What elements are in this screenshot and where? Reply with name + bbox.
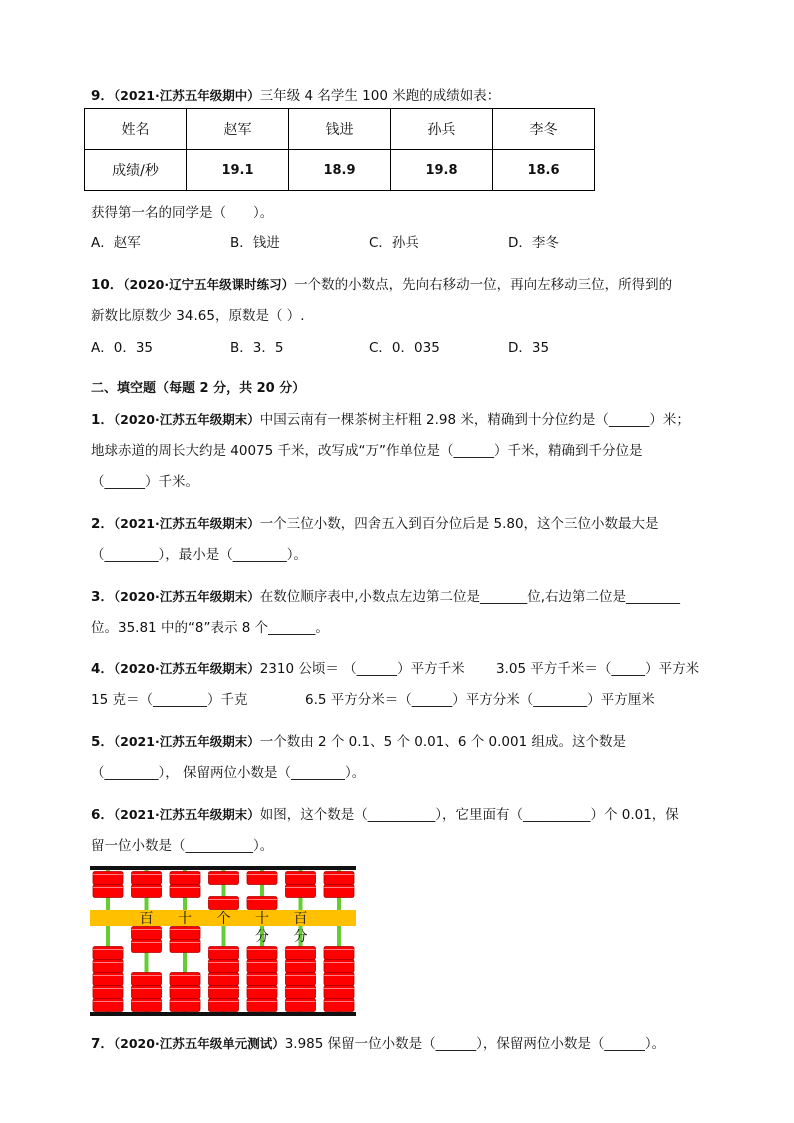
- q9-option-b[interactable]: B．钱进: [230, 235, 280, 251]
- abacus-lower-bead: [209, 947, 239, 960]
- table-row: [85, 150, 595, 191]
- abacus-lower-bead: [170, 999, 200, 1012]
- q10-stem: [91, 273, 672, 293]
- abacus-rod-label: 十: [255, 911, 269, 927]
- f6-stem: [91, 803, 679, 823]
- abacus-lower-bead: [93, 986, 123, 999]
- abacus-upper-bead: [170, 872, 200, 885]
- f2-stem: [91, 512, 659, 532]
- abacus-lower-bead: [132, 927, 162, 940]
- f7-text: 3.985 保留一位小数是（______），保留两位小数是（______）。: [284, 1036, 666, 1052]
- table-cell: 19.1: [187, 150, 289, 191]
- abacus-lower-bead: [93, 960, 123, 973]
- f2-line1: 一个三位小数，四舍五入到百分位后是 5.80，这个三位小数最大是: [259, 516, 659, 532]
- abacus-lower-bead: [170, 927, 200, 940]
- f2-line2: （________），最小是（________）。: [91, 547, 307, 563]
- abacus-upper-bead: [286, 885, 316, 898]
- q10-option-d[interactable]: D．35: [508, 340, 550, 356]
- section-title: 二、填空题（每题 2 分，共 20 分）: [91, 381, 306, 396]
- q9-option-d[interactable]: D．李冬: [508, 235, 559, 251]
- abacus-lower-bead: [247, 986, 277, 999]
- abacus-lower-bead: [132, 999, 162, 1012]
- q9-stem: [91, 84, 500, 104]
- abacus-lower-bead: [209, 999, 239, 1012]
- abacus-upper-bead: [93, 872, 123, 885]
- abacus-rod-label: 分: [293, 929, 308, 945]
- abacus-lower-bead: [324, 960, 354, 973]
- f2-source: （2021·江苏五年级期末）: [113, 516, 260, 531]
- f6-line2: 留一位小数是（__________）。: [91, 838, 274, 854]
- abacus-lower-bead: [324, 986, 354, 999]
- q10-option-b[interactable]: B．3．5: [230, 340, 284, 356]
- abacus-upper-bead: [324, 885, 354, 898]
- f4-line2a: 15 克＝（________）千克: [91, 692, 248, 708]
- abacus-rod-label: 百: [139, 911, 154, 927]
- abacus-lower-bead: [170, 986, 200, 999]
- abacus-top-frame: [90, 866, 356, 870]
- table-header-cell: 赵军: [187, 109, 289, 150]
- abacus-lower-bead: [93, 973, 123, 986]
- f3-line2: 位。35.81 中的“8”表示 8 个_______。: [91, 620, 329, 636]
- abacus-lower-bead: [247, 960, 277, 973]
- abacus-lower-bead: [132, 940, 162, 953]
- q9-number: 9．: [91, 88, 114, 104]
- q9-option-c[interactable]: C．孙兵: [369, 235, 419, 251]
- abacus-lower-bead: [324, 973, 354, 986]
- f3-source: （2020·江苏五年级期末）: [113, 589, 260, 604]
- abacus-lower-bead: [286, 973, 316, 986]
- f5-line2: （________）， 保留两位小数是（________）。: [91, 765, 366, 781]
- abacus-lower-bead: [324, 947, 354, 960]
- abacus-upper-bead: [247, 872, 277, 885]
- abacus-rod-label: 百: [293, 911, 308, 927]
- abacus-upper-bead: [132, 885, 162, 898]
- abacus-lower-bead: [247, 947, 277, 960]
- f1-line1: 中国云南有一棵茶树主杆粗 2.98 米，精确到十分位约是（______）米；: [259, 412, 690, 428]
- table-header-cell: 钱进: [289, 109, 391, 150]
- q9-question: 获得第一名的同学是（ ）。: [91, 205, 274, 221]
- f7-number: 7．: [91, 1036, 114, 1052]
- q10-line2: 新数比原数少 34.65，原数是（ ）.: [91, 308, 305, 324]
- f6-source: （2021·江苏五年级期末）: [113, 807, 260, 822]
- abacus-upper-bead: [132, 872, 162, 885]
- f5-stem: [91, 730, 626, 750]
- q10-source: （2020·辽宁五年级课时练习）: [123, 277, 295, 292]
- abacus-rod-label: 个: [216, 911, 231, 927]
- abacus-lower-bead: [132, 986, 162, 999]
- abacus-upper-bead: [170, 885, 200, 898]
- abacus-lower-bead: [247, 973, 277, 986]
- table-header-cell: 姓名: [85, 109, 187, 150]
- abacus-lower-bead: [170, 973, 200, 986]
- f4-line1b: 3.05 平方千米＝（_____）平方米: [496, 661, 700, 677]
- f1-source: （2020·江苏五年级期末）: [113, 412, 260, 427]
- table-cell: 19.8: [391, 150, 493, 191]
- abacus-lower-bead: [209, 986, 239, 999]
- f5-line1: 一个数由 2 个 0.1、5 个 0.01、6 个 0.001 组成。这个数是: [259, 734, 626, 750]
- abacus-lower-bead: [286, 960, 316, 973]
- abacus-upper-bead: [209, 872, 239, 885]
- q10-option-a[interactable]: A．0．35: [91, 340, 154, 356]
- f5-source: （2021·江苏五年级期末）: [113, 734, 260, 749]
- f4-line1a: 2310 公顷＝ （______）平方千米: [259, 661, 465, 677]
- f3-line1: 在数位顺序表中,小数点左边第二位是_______位,右边第二位是________: [259, 589, 681, 605]
- scores-table: [84, 108, 595, 191]
- abacus-figure: [90, 866, 356, 1016]
- abacus-upper-bead: [286, 872, 316, 885]
- abacus-lower-bead: [324, 999, 354, 1012]
- q9-text: 三年级 4 名学生 100 米跑的成绩如表：: [259, 88, 501, 104]
- abacus-lower-bead: [170, 940, 200, 953]
- f6-line1: 如图，这个数是（__________），它里面有（__________）个 0.01，保: [259, 807, 679, 823]
- f1-line2: 地球赤道的周长大约是 40075 千米，改写成“万”作单位是（______）千米，精确到千分位是: [91, 443, 643, 459]
- abacus-rod-label: 分: [255, 929, 269, 945]
- q10-option-c[interactable]: C．0．035: [369, 340, 440, 356]
- abacus-upper-bead: [247, 897, 277, 910]
- abacus-lower-bead: [247, 999, 277, 1012]
- abacus-lower-bead: [93, 947, 123, 960]
- abacus-upper-bead: [93, 885, 123, 898]
- table-cell: 18.6: [493, 150, 595, 191]
- abacus-bottom-frame: [90, 1012, 356, 1016]
- abacus-lower-bead: [209, 960, 239, 973]
- f1-number: 1．: [91, 412, 114, 428]
- table-cell: 成绩/秒: [85, 150, 187, 191]
- f7-source: （2020·江苏五年级单元测试）: [113, 1036, 285, 1051]
- f2-number: 2．: [91, 516, 114, 532]
- abacus-upper-bead: [209, 897, 239, 910]
- abacus-lower-bead: [286, 947, 316, 960]
- table-row: [85, 109, 595, 150]
- abacus-lower-bead: [132, 973, 162, 986]
- abacus-rod-label: 十: [178, 911, 192, 927]
- q10-number: 10．: [91, 277, 124, 293]
- f4-line2b: 6.5 平方分米＝（______）平方分米（________）平方厘米: [305, 692, 655, 708]
- f3-stem: [91, 585, 680, 605]
- f3-number: 3．: [91, 589, 114, 605]
- abacus-lower-bead: [286, 986, 316, 999]
- f1-line3: （______）千米。: [91, 474, 199, 490]
- table-cell: 18.9: [289, 150, 391, 191]
- abacus-lower-bead: [209, 973, 239, 986]
- abacus-lower-bead: [93, 999, 123, 1012]
- f6-number: 6．: [91, 807, 114, 823]
- table-header-cell: 孙兵: [391, 109, 493, 150]
- abacus-upper-bead: [324, 872, 354, 885]
- q10-line1: 一个数的小数点，先向右移动一位，再向左移动三位，所得到的: [294, 277, 673, 293]
- f1-stem: [91, 408, 690, 428]
- f4-stem: [91, 657, 465, 677]
- f5-number: 5．: [91, 734, 114, 750]
- abacus-lower-bead: [286, 999, 316, 1012]
- f7-stem: [91, 1032, 665, 1052]
- f4-number: 4．: [91, 661, 114, 677]
- f4-source: （2020·江苏五年级期末）: [113, 661, 260, 676]
- table-header-cell: 李冬: [493, 109, 595, 150]
- q9-source: （2021·江苏五年级期中）: [113, 88, 260, 103]
- q9-option-a[interactable]: A．赵军: [91, 235, 141, 251]
